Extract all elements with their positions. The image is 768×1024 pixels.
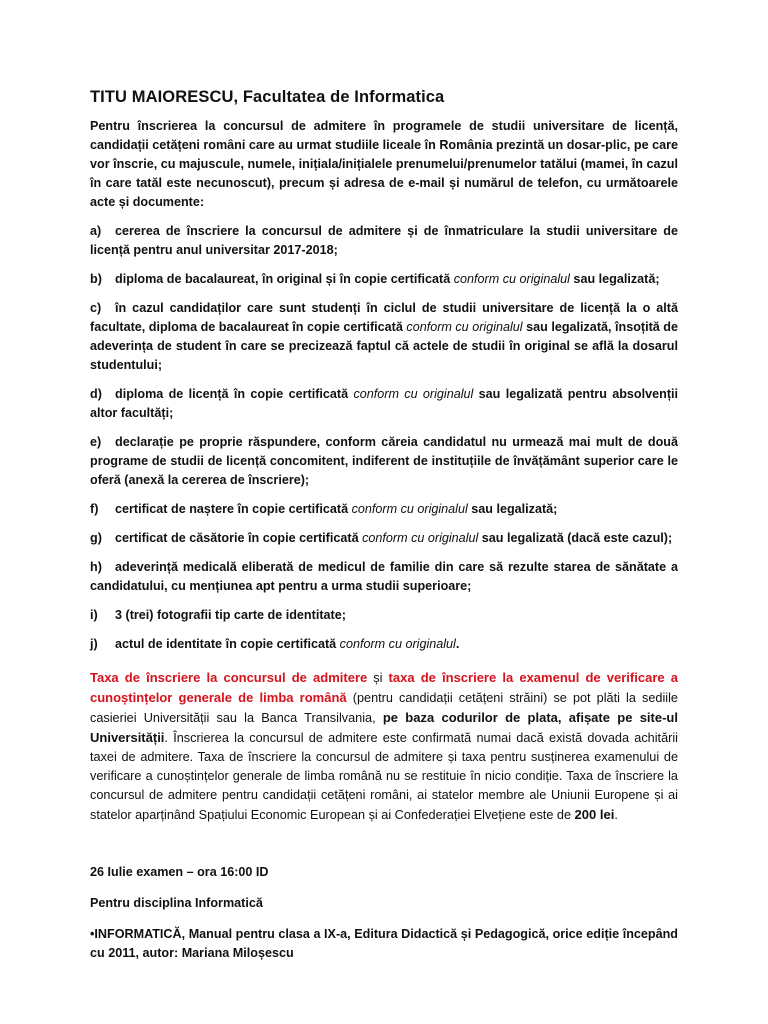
exam-date: 26 Iulie examen – ora 16:00 ID [90, 865, 269, 879]
item-text-end: sau legalizată pentru absolvenții altor facultăți; [90, 387, 679, 420]
item-text-end: . [455, 637, 460, 651]
item-text: certificat de căsătorie în copie certificată [115, 531, 363, 545]
item-emphasis: conform cu originalul [453, 272, 570, 286]
document-title: TITU MAIORESCU, Facultatea de Informatica [90, 88, 445, 106]
bibliography-item: •INFORMATICĂ, Manual pentru clasa a IX-a, Editura Didactică și Pedagogică, orice ediție începând cu 2011, autor: Mariana Miloșescu [90, 927, 678, 960]
item-text-end: sau legalizată; [569, 272, 660, 286]
item-label: c) [90, 301, 102, 315]
fee-and: și [367, 671, 389, 685]
item-emphasis: conform cu originalul [339, 637, 456, 651]
item-text: diploma de licență în copie certificată [115, 387, 354, 401]
item-text: în cazul candidaților care sunt studenți în ciclul de studii universitare de licență la o altă facultate, diploma de bacalaureat în copie certificată [90, 301, 678, 334]
item-text: adeverință medicală eliberată de medicul de familie din care să rezulte starea de sănătate a candidatului, cu mențiunea apt pentru a urma studii superioare; [90, 560, 678, 593]
list-item-a [90, 222, 678, 260]
item-label: e) [90, 435, 102, 449]
spacer [90, 825, 678, 863]
fee-text-1: (pentru candidații cetățeni străini) se pot plăti la sediile casieriei Universității sau la Banca Transilvania, [90, 691, 678, 725]
item-label: j) [90, 637, 98, 651]
fee-text-3: . [614, 808, 618, 822]
fee-amount: 200 lei [574, 807, 615, 822]
fee-heading-admission: Taxa de înscriere la concursul de admitere [90, 670, 368, 685]
item-label: i) [90, 608, 98, 622]
item-label: d) [90, 387, 102, 401]
item-text: diploma de bacalaureat, în original și în copie certificată [115, 272, 454, 286]
item-emphasis: conform cu originalul [353, 387, 474, 401]
list-item-h [90, 558, 678, 596]
item-text: 3 (trei) fotografii tip carte de identitate; [115, 608, 346, 622]
fee-payment-codes: pe baza codurilor de plata, afișate pe site-ul Universității [90, 710, 678, 745]
intro-paragraph: Pentru înscrierea la concursul de admitere în programele de studii universitare de licență, candidații cetățeni români care au urmat studiile liceale în România prezintă un dosar-plic, pe care vor înscrie, cu majuscule, numele, inițiala/inițialele prenumelui/prenumelor tatălui (mamei, în cazul în care tatăl este necunoscut), precum și adresa de e-mail și numărul de telefon, cu următoarele acte și documente: [90, 119, 678, 209]
item-label: g) [90, 531, 102, 545]
item-text: cererea de înscriere la concursul de admitere și de înmatriculare la studii universitare de licență pentru anul universitar 2017-2018; [90, 224, 678, 257]
item-label: h) [90, 560, 102, 574]
item-text: certificat de naștere în copie certificată [115, 502, 352, 516]
item-label: f) [90, 502, 99, 516]
list-item-j [90, 635, 678, 654]
item-text: actul de identitate în copie certificată [115, 637, 340, 651]
item-emphasis: conform cu originalul [406, 320, 523, 334]
item-label: b) [90, 272, 102, 286]
item-text-end: sau legalizată; [467, 502, 558, 516]
list-item-c [90, 299, 678, 375]
document-page [90, 88, 678, 975]
item-label: a) [90, 224, 102, 238]
fee-paragraph [90, 668, 678, 825]
list-item-g [90, 529, 678, 548]
list-item-i [90, 606, 678, 625]
item-emphasis: conform cu originalul [362, 531, 479, 545]
list-item-b [90, 270, 678, 289]
item-text-end: sau legalizată (dacă este cazul); [478, 531, 673, 545]
fee-heading-language: taxa de înscriere la examenul de verificare a cunoștințelor generale de limba română [90, 670, 678, 705]
item-text: declarație pe proprie răspundere, conform căreia candidatul nu urmează mai mult de două programe de studii de licență concomitent, indiferent de instituțiile de învățământ superior care le oferă (anexă la cererea de înscriere); [90, 435, 678, 487]
list-item-f [90, 500, 678, 519]
list-item-d [90, 385, 678, 423]
list-item-e [90, 433, 678, 490]
discipline-heading: Pentru disciplina Informatică [90, 896, 263, 910]
item-emphasis: conform cu originalul [351, 502, 468, 516]
fee-text-2: . Înscrierea la concursul de admitere este confirmată numai dacă există dovada achitării taxei de admitere. Taxa de înscriere la concursul de admitere și taxa pentru susținerea examenului de verificare a cunoștințelor generale de limba română nu se restituie în nicio condiție. Taxa de înscriere la concursul de admitere pentru candidații cetățeni români, ai statelor membre ale Uniunii Europene și ai statelor aparținând Spațiului Economic European și ai Confederației Elvețiene este de [90, 731, 678, 822]
item-text-end: sau legalizată, însoțită de adeverința de student în care se precizează faptul că actele de studii în original se află la dosarul studentului; [90, 320, 678, 372]
